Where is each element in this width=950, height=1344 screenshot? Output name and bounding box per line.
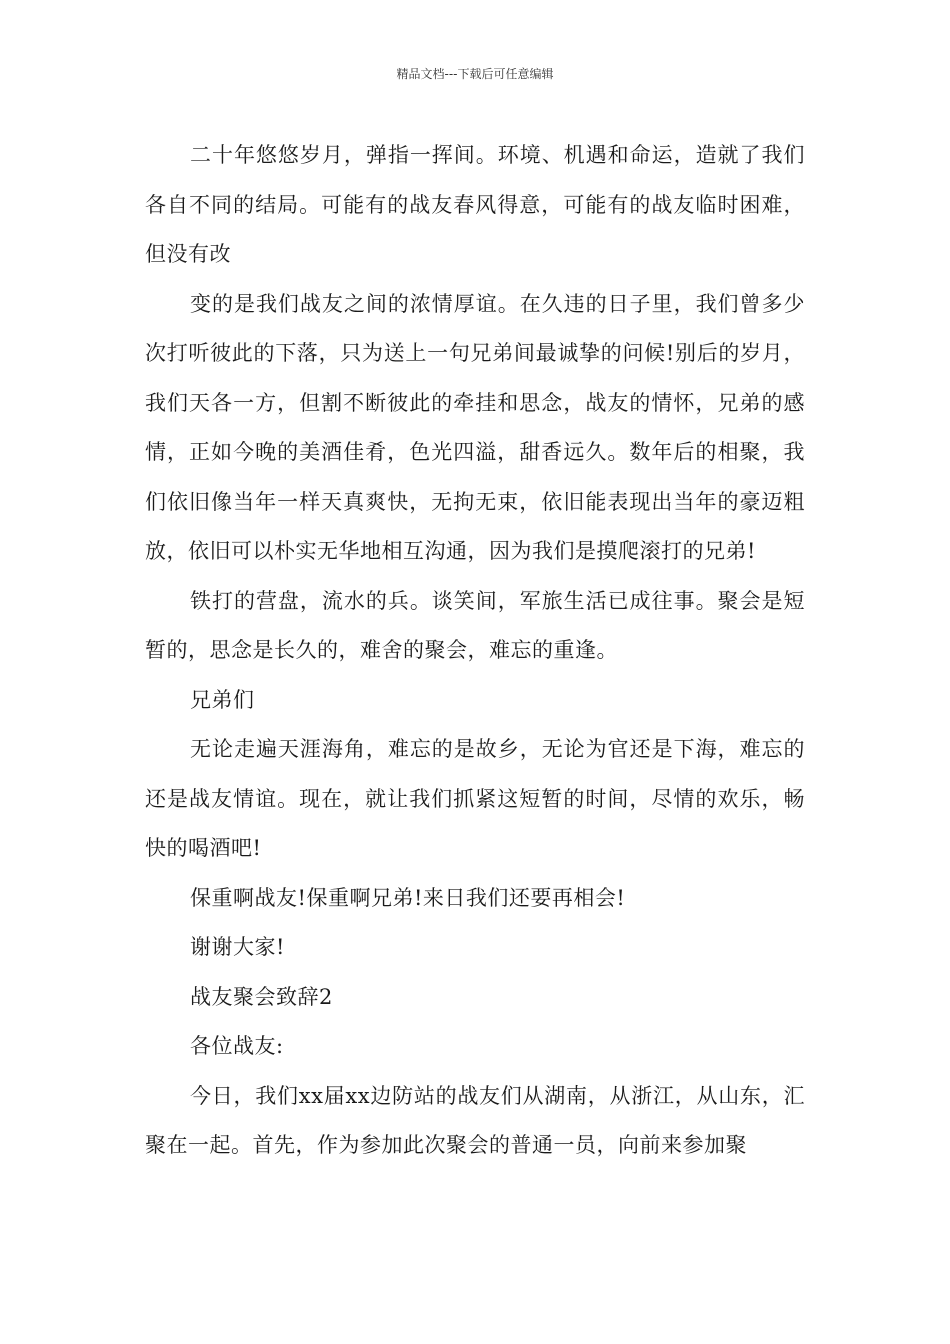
paragraph-6: 保重啊战友!保重啊兄弟!来日我们还要再相会! xyxy=(190,885,626,910)
section-title: 战友聚会致辞2 xyxy=(190,984,333,1009)
paragraph-7: 谢谢大家! xyxy=(190,935,285,959)
paragraph-10: 今日，我们xx届xx边防站的战友们从湖南，从浙江，从山东，汇聚在一起。首先，作为参加此次聚会的普通一员，向前来参加聚 xyxy=(145,1083,805,1157)
paragraph-1: 二十年悠悠岁月，弹指一挥间。环境、机遇和命运，造就了我们各自不同的结局。可能有的战友春风得意，可能有的战友临时困难，但没有改 xyxy=(145,143,805,266)
page-header: 精品文档---下载后可任意编辑 xyxy=(396,67,554,81)
document-body xyxy=(145,131,805,1171)
paragraph-2: 变的是我们战友之间的浓情厚谊。在久违的日子里，我们曾多少次打听彼此的下落，只为送上一句兄弟间最诚挚的问候!别后的岁月，我们天各一方，但割不断彼此的牵挂和思念，战友的情怀，兄弟的感情，正如今晚的美酒佳肴，色光四溢，甜香远久。数年后的相聚，我们依旧像当年一样天真爽快，无拘无束，依旧能表现出当年的豪迈粗放，依旧可以朴实无华地相互沟通，因为我们是摸爬滚打的兄弟! xyxy=(145,291,805,563)
paragraph-5: 无论走遍天涯海角，难忘的是故乡，无论为官还是下海，难忘的还是战友情谊。现在，就让我们抓紧这短暂的时间，尽情的欢乐，畅快的喝酒吧! xyxy=(145,737,805,860)
paragraph-3: 铁打的营盘，流水的兵。谈笑间，军旅生活已成往事。聚会是短暂的，思念是长久的，难舍的聚会，难忘的重逢。 xyxy=(145,588,805,662)
paragraph-4: 兄弟们 xyxy=(190,687,255,712)
salutation: 各位战友: xyxy=(190,1034,284,1058)
